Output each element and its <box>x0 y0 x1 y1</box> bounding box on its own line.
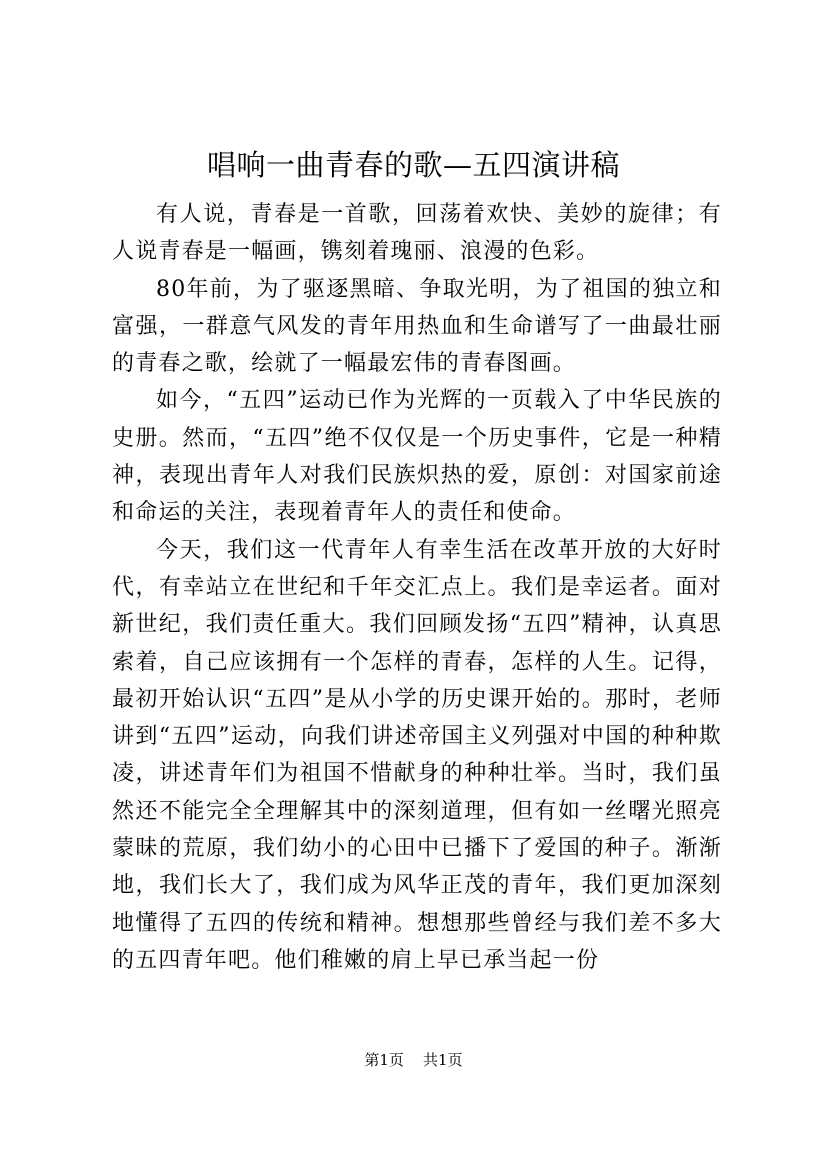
paragraph-1: 有人说，青春是一首歌，回荡着欢快、美妙的旋律；有人说青春是一幅画，镌刻着瑰丽、浪漫的色彩。 <box>112 202 722 265</box>
page-footer <box>0 1049 827 1071</box>
paragraph-2: 80年前，为了驱逐黑暗、争取光明，为了祖国的独立和富强，一群意气风发的青年用热血和生命谱写了一曲最壮丽的青春之歌，绘就了一幅最宏伟的青春图画。 <box>112 276 722 377</box>
document-title: 唱响一曲青春的歌—五四演讲稿 <box>206 148 620 182</box>
page-total: 共1页 <box>423 1051 463 1069</box>
document-body <box>112 196 722 979</box>
paragraph-4: 今天，我们这一代青年人有幸生活在改革开放的大好时代，有幸站立在世纪和千年交汇点上。我们是幸运者。面对新世纪，我们责任重大。我们回顾发扬“五四”精神，认真思索着，自己应该拥有一个怎样的青春，怎样的人生。记得，最初开始认识“五四”是从小学的历史课开始的。那时，老师讲到“五四”运动，向我们讲述帝国主义列强对中国的种种欺凌，讲述青年们为祖国不惜献身的种种壮举。当时，我们虽然还不能完全全理解其中的深刻道理，但有如一丝曙光照亮蒙昧的荒原，我们幼小的心田中已播下了爱国的种子。渐渐地，我们长大了，我们成为风华正茂的青年，我们更加深刻地懂得了五四的传统和精神。想想那些曾经与我们差不多大的五四青年吧。他们稚嫩的肩上早已承当起一份 <box>112 537 722 973</box>
footer-gap <box>409 1051 419 1069</box>
paragraph-3: 如今，“五四”运动已作为光辉的一页载入了中华民族的史册。然而，“五四”绝不仅仅是一个历史事件，它是一种精神，表现出青年人对我们民族炽热的爱，原创：对国家前途和命运的关注，表现着青年人的责任和使命。 <box>112 388 722 526</box>
page-number: 第1页 <box>364 1051 404 1069</box>
